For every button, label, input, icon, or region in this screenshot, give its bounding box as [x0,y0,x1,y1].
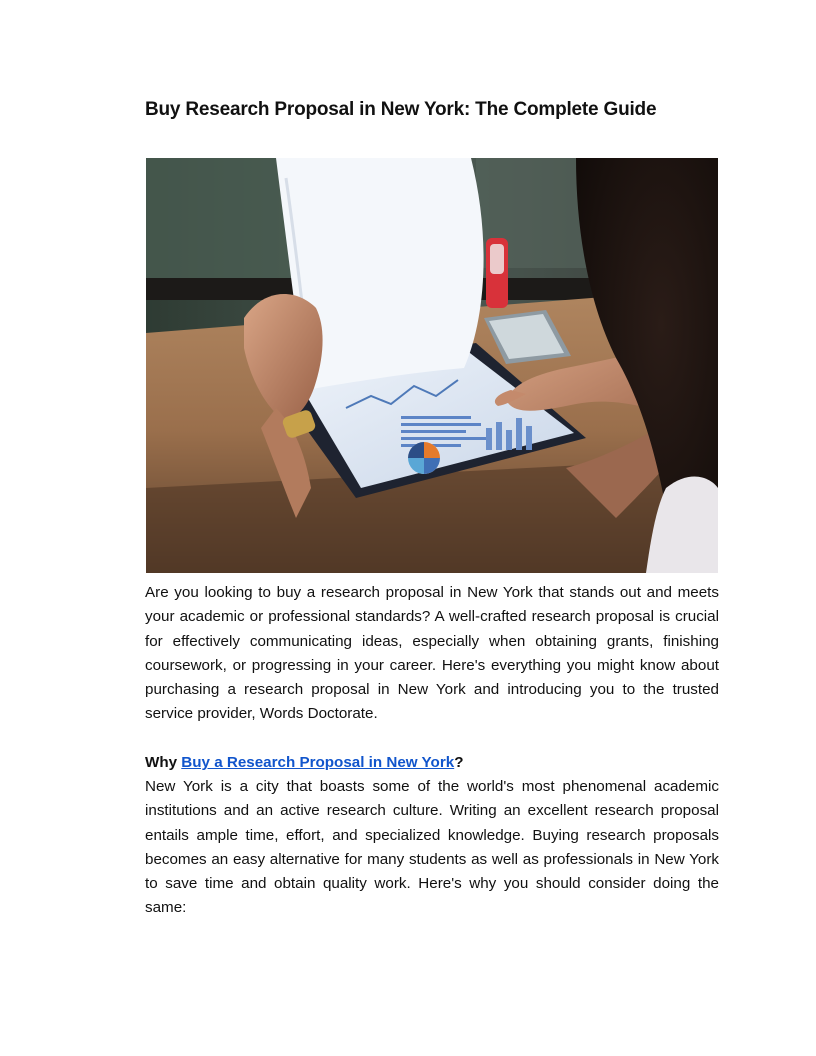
section-heading [145,751,719,775]
hero-photo [146,158,718,573]
section-paragraph: New York is a city that boasts some of the world's most phenomenal academic institutions and an active research culture. Writing an excellent research proposal entails ample time, effort, and specialized knowledge. Buying research proposals becomes an easy alternative for many students as well as professionals in New York to save time and obtain quality work. Here's why you should consider doing the same: [145,778,719,917]
section-heading-prefix: Why [145,754,182,771]
research-proposal-link[interactable]: Buy a Research Proposal in New York [181,754,455,771]
intro-paragraph: Are you looking to buy a research proposal in New York that stands out and meets your academic or professional standards? A well-crafted research proposal is crucial for effectively communicating ideas, especially when obtaining grants, finishing coursework, or progressing in your career. Here's everything you might know about purchasing a research proposal in New York and introducing you to the trusted service provider, Words Doctorate. [145,584,719,723]
document-title: Buy Research Proposal in New York: The Complete Guide [145,99,657,120]
section-heading-suffix: ? [454,754,464,771]
photo-illustration [146,158,718,573]
